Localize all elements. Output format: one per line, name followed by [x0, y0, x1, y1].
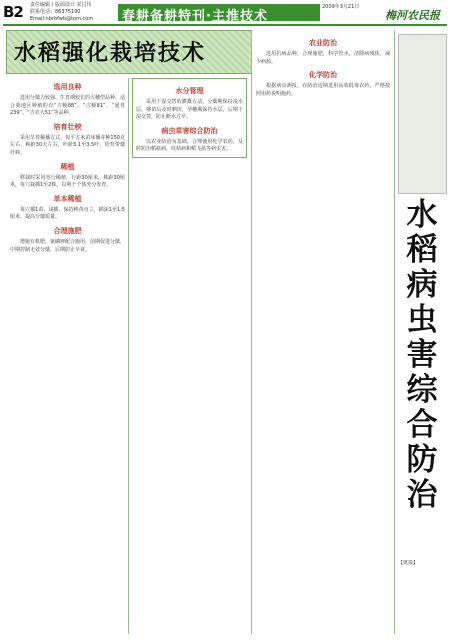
- section-heading: 化学防治: [309, 71, 337, 80]
- vertical-headline: 水稻病虫害综合防治: [406, 197, 438, 513]
- article3-column: [256, 34, 390, 634]
- article-title: 水稻强化栽培技术: [14, 41, 207, 66]
- page-number: B2: [3, 3, 23, 21]
- section-heading: 病虫草害综合防治: [161, 126, 218, 135]
- link-note: [398, 560, 445, 634]
- section-text: 每穴插1苗，浅插，保持秧苗直立，插深1至1.5厘米，提高分蘖质量。: [10, 206, 125, 221]
- section-heading: 单本稀植: [53, 194, 82, 203]
- section-heading: 选用良种: [53, 83, 82, 91]
- section-heading: 培育壮秧: [53, 122, 82, 131]
- section-title: [122, 5, 268, 24]
- section-text: 采用旱育稀播方式，每平方米苗床播芽种150克左右，秧龄30天左右，叶龄3.1至3.5叶，培育带蘖壮秧。: [10, 134, 125, 156]
- issue-date: 2009年3月21日: [322, 4, 360, 10]
- section-text: 选用分蘖力较强、生育期较长的大穗型品种。适合我地区种植的有“吉粳88”、“吉粳81”、“通育239”、“吉农大51”等品种。: [10, 95, 125, 117]
- column-divider: [251, 30, 252, 634]
- section-text: 以农业防治为基础，合理使用化学农药，及时防治稻瘟病、纹枯病和稻飞虱等病虫害。: [136, 138, 243, 153]
- header-meta: [30, 2, 118, 23]
- editor-line: 责任编辑 / 版面设计 宋昌伟: [30, 2, 92, 8]
- article2-box: [132, 78, 247, 158]
- column-divider: [394, 30, 395, 634]
- section-text: 增施有机肥，氮磷钾配合施用，前期促进分蘖，中期控制无效分蘖，后期防止早衰。: [10, 238, 125, 253]
- section-text: 移栽时采用宽行稀植，行距30厘米，株距30厘米，每穴栽插1至2株，以利于个体充分发育。: [10, 174, 125, 189]
- section-text: 选用抗病品种，合理施肥，科学管水，清除病残体，减少病源。: [256, 51, 390, 65]
- section-heading: 稀植: [60, 162, 75, 171]
- section-text: 根据病虫测报，在防治适期选用高效低毒农药，严格按照用药说明施药。: [256, 83, 390, 97]
- section-heading: 合理施肥: [53, 226, 82, 235]
- email-line: Email:nbrbfwb@tom.com: [30, 16, 94, 22]
- column-divider: [128, 78, 129, 634]
- section-title-main: 春耕备耕特刊: [122, 9, 207, 24]
- section-heading: 水分管理: [175, 87, 204, 95]
- photo-figure: [398, 34, 447, 194]
- phone-line: 联系电话：86375190: [30, 9, 81, 15]
- newspaper-logo: 梅河农民报: [385, 9, 440, 22]
- link-label: 【链接】: [398, 560, 419, 566]
- section-text: 采用干湿交替的灌溉方法，分蘖期保持浅水层，够苗后及时晒田，孕穗期保持水层，后期干湿交替，防止断水过早。: [136, 99, 243, 121]
- section-heading: 农业防治: [309, 39, 337, 47]
- header-rule: [3, 24, 447, 26]
- section-title-sub: 主推技术: [211, 9, 268, 24]
- page-header: [0, 0, 450, 26]
- article2-column: [132, 78, 247, 634]
- article1-column: [10, 78, 125, 634]
- section-sep: ·: [206, 9, 212, 24]
